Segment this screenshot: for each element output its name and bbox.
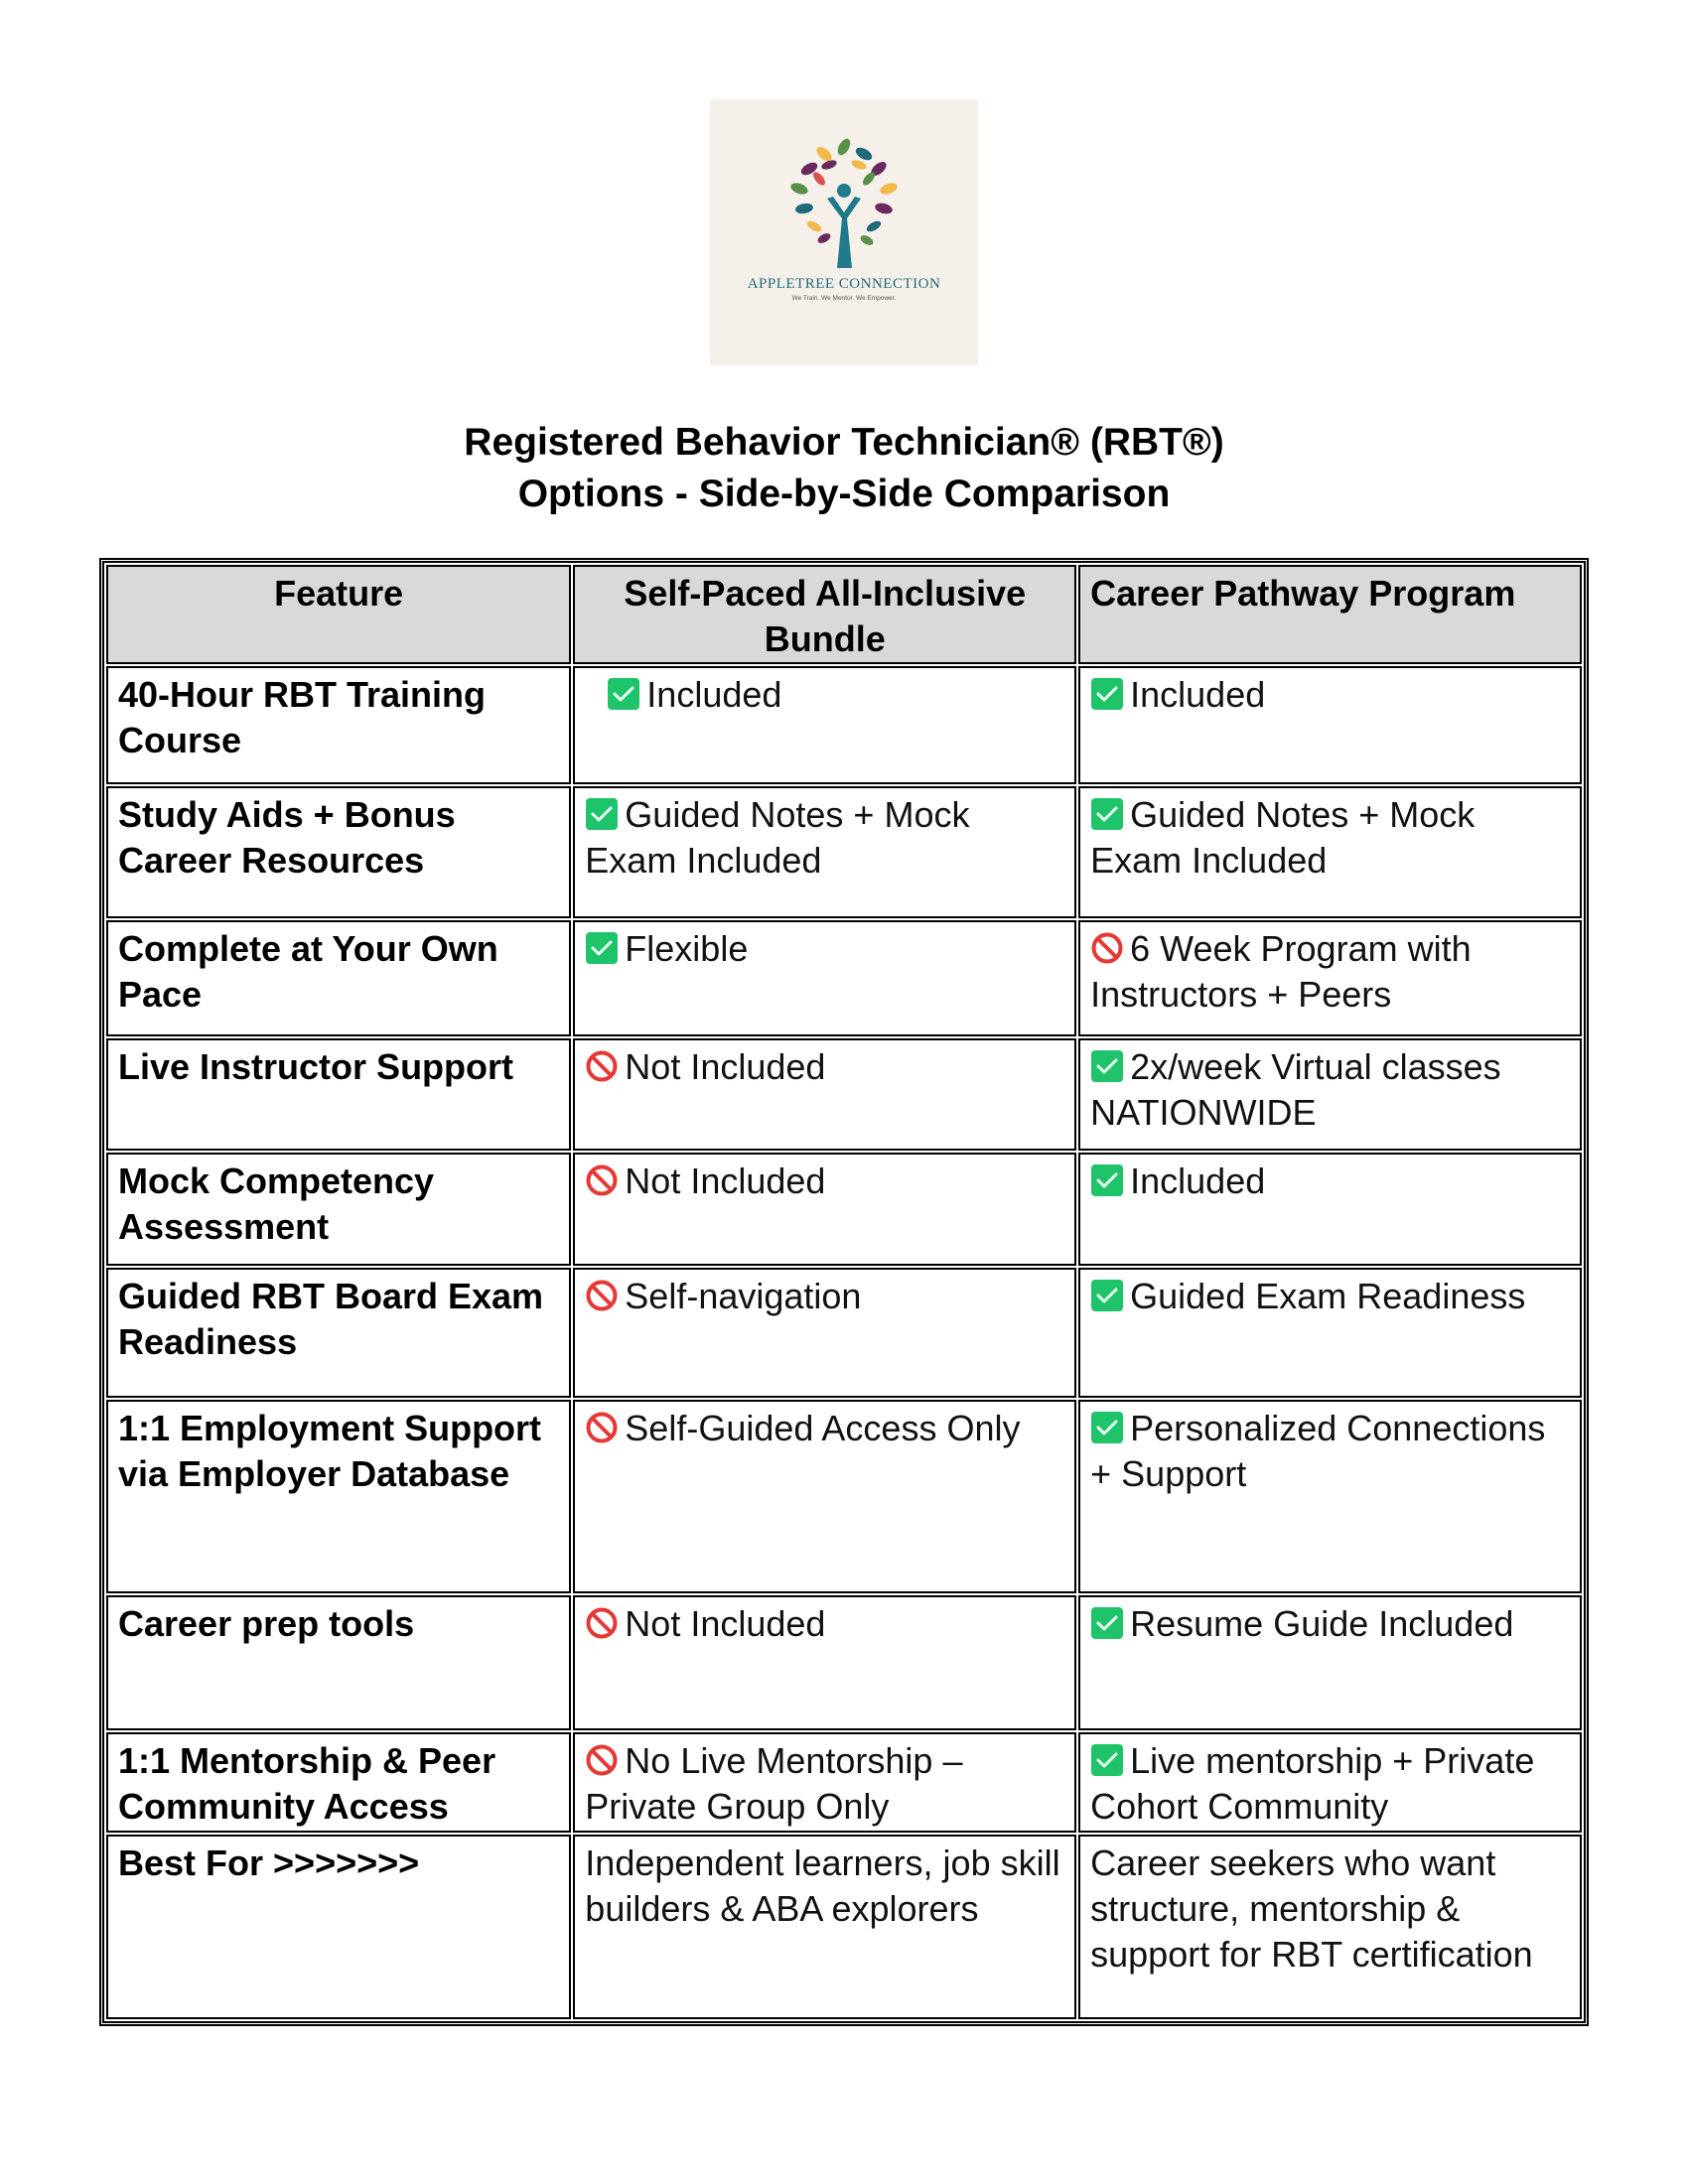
feature-label: Complete at Your Own Pace: [118, 928, 498, 1015]
check-icon: [1090, 797, 1124, 831]
career-pathway-cell: [1078, 666, 1582, 784]
title-line-2: Options - Side-by-Side Comparison: [517, 473, 1171, 515]
career-pathway-value: Included: [1130, 1160, 1266, 1201]
check-icon: [585, 797, 619, 831]
feature-cell: [106, 920, 571, 1036]
self-paced-cell: [573, 666, 1076, 784]
table-row: [106, 1835, 1582, 2019]
feature-cell: [106, 1835, 571, 2019]
career-pathway-value: Included: [1130, 674, 1266, 715]
title-line-1: Registered Behavior Technician® (RBT®): [464, 421, 1224, 464]
header-feature: Feature: [106, 565, 571, 664]
self-paced-cell: [573, 1400, 1076, 1593]
table-row: [106, 1732, 1582, 1833]
self-paced-cell: [573, 1595, 1076, 1730]
prohibited-icon: [1090, 931, 1124, 965]
table-row: [106, 1268, 1582, 1398]
self-paced-cell: [573, 1268, 1076, 1398]
check-icon: [1090, 1743, 1124, 1777]
check-icon: [585, 931, 619, 965]
table-row: [106, 1400, 1582, 1593]
feature-label: Study Aids + Bonus Career Resources: [118, 794, 456, 881]
self-paced-value: No Live Mentorship – Private Group Only: [585, 1740, 963, 1827]
career-pathway-cell: [1078, 1153, 1582, 1266]
self-paced-cell: [573, 920, 1076, 1036]
prohibited-icon: [585, 1411, 619, 1444]
tree-logo-icon: [710, 99, 978, 365]
comparison-table: [104, 563, 1584, 2021]
prohibited-icon: [585, 1163, 619, 1197]
header-career-pathway: Career Pathway Program: [1078, 565, 1582, 664]
table-row: [106, 786, 1582, 918]
feature-cell: [106, 1732, 571, 1833]
self-paced-cell: [573, 1038, 1076, 1151]
career-pathway-cell: [1078, 1038, 1582, 1151]
career-pathway-cell: [1078, 1732, 1582, 1833]
comparison-table-frame: [99, 558, 1589, 2026]
feature-cell: [106, 666, 571, 784]
prohibited-icon: [585, 1743, 619, 1777]
check-icon: [1090, 1163, 1124, 1197]
self-paced-value: Not Included: [625, 1603, 826, 1644]
feature-cell: [106, 1400, 571, 1593]
self-paced-cell: [573, 1732, 1076, 1833]
table-row: [106, 1153, 1582, 1266]
self-paced-cell: [573, 1153, 1076, 1266]
feature-label: 40-Hour RBT Training Course: [118, 674, 487, 760]
check-icon: [1090, 677, 1124, 711]
career-pathway-value: Career seekers who want structure, mentorship & support for RBT certification: [1090, 1843, 1533, 1975]
self-paced-value: Self-navigation: [625, 1276, 862, 1316]
prohibited-icon: [585, 1049, 619, 1083]
table-row: [106, 1038, 1582, 1151]
career-pathway-cell: [1078, 1595, 1582, 1730]
feature-label: Career prep tools: [118, 1603, 415, 1644]
logo-tagline: We Train. We Mentor. We Empower.: [791, 295, 897, 302]
check-icon: [1090, 1279, 1124, 1312]
table-header-row: [106, 565, 1582, 664]
career-pathway-value: Guided Notes + Mock Exam Included: [1090, 794, 1476, 881]
feature-label: 1:1 Employment Support via Employer Database: [118, 1408, 542, 1494]
prohibited-icon: [585, 1279, 619, 1312]
header-self-paced: Self-Paced All-Inclusive Bundle: [573, 565, 1076, 664]
table-row: [106, 920, 1582, 1036]
career-pathway-value: 2x/week Virtual classes NATIONWIDE: [1090, 1046, 1501, 1133]
career-pathway-value: Live mentorship + Private Cohort Community: [1090, 1740, 1535, 1827]
table-row: [106, 1595, 1582, 1730]
self-paced-value: Included: [646, 674, 782, 715]
self-paced-value: Independent learners, job skill builders & ABA explorers: [585, 1843, 1060, 1929]
self-paced-value: Not Included: [625, 1160, 826, 1201]
self-paced-value: Flexible: [625, 928, 749, 969]
appletree-logo: [710, 99, 978, 365]
feature-cell: [106, 1153, 571, 1266]
check-icon: [1090, 1049, 1124, 1083]
career-pathway-cell: [1078, 920, 1582, 1036]
self-paced-value: Not Included: [625, 1046, 826, 1087]
self-paced-cell: [573, 1835, 1076, 2019]
feature-label: 1:1 Mentorship & Peer Community Access: [118, 1740, 496, 1827]
check-icon: [607, 677, 640, 711]
feature-cell: [106, 1268, 571, 1398]
feature-label: Best For >>>>>>>: [118, 1843, 420, 1883]
career-pathway-value: 6 Week Program with Instructors + Peers: [1090, 928, 1472, 1015]
career-pathway-value: Personalized Connections + Support: [1090, 1408, 1546, 1494]
feature-label: Live Instructor Support: [118, 1046, 514, 1087]
career-pathway-cell: [1078, 1400, 1582, 1593]
career-pathway-value: Resume Guide Included: [1130, 1603, 1514, 1644]
feature-cell: [106, 1038, 571, 1151]
self-paced-cell: [573, 786, 1076, 918]
feature-label: Guided RBT Board Exam Readiness: [118, 1276, 544, 1362]
logo-brand-name: APPLETREE CONNECTION: [747, 276, 941, 292]
self-paced-value: Self-Guided Access Only: [625, 1408, 1021, 1448]
check-icon: [1090, 1411, 1124, 1444]
career-pathway-cell: [1078, 786, 1582, 918]
prohibited-icon: [585, 1606, 619, 1640]
page-title: [0, 417, 1688, 520]
feature-cell: [106, 1595, 571, 1730]
career-pathway-cell: [1078, 1268, 1582, 1398]
check-icon: [1090, 1606, 1124, 1640]
table-row: [106, 666, 1582, 784]
career-pathway-value: Guided Exam Readiness: [1130, 1276, 1526, 1316]
feature-cell: [106, 786, 571, 918]
feature-label: Mock Competency Assessment: [118, 1160, 435, 1247]
career-pathway-cell: [1078, 1835, 1582, 2019]
self-paced-value: Guided Notes + Mock Exam Included: [585, 794, 970, 881]
